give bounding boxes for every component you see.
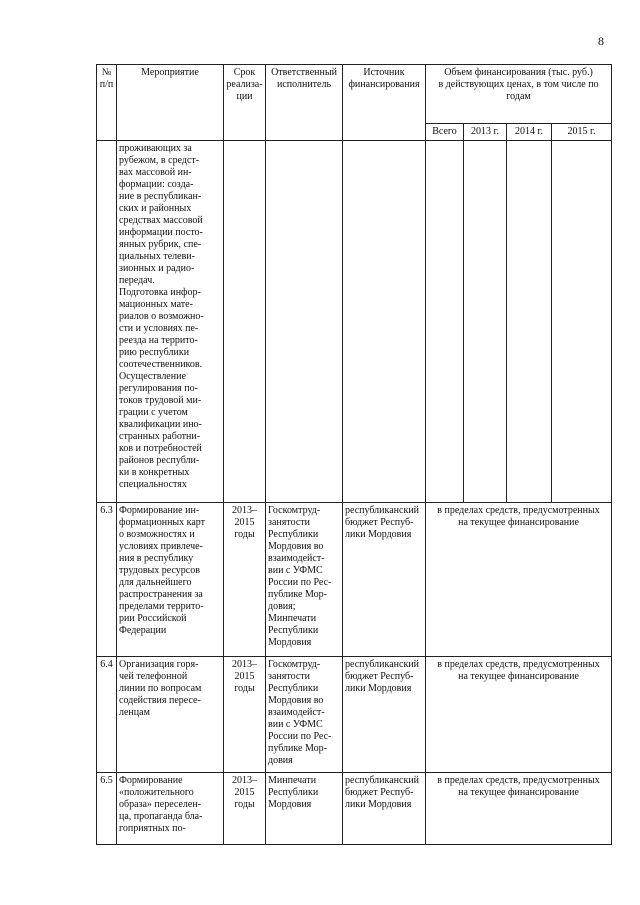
header-2014: 2014 г. [507,124,552,141]
header-funding [426,65,612,124]
row-funding: в пределах средств, предусмотренных на текущее финансирование [426,657,612,773]
row-term: 2013– 2015 годы [224,503,266,657]
row-num: 6.5 [97,773,117,845]
table-row [97,657,612,773]
header-funding-sub: в действующих ценах, в том числе по годам [438,79,599,102]
row-source: республиканский бюджет Респуб- лики Мордовия [343,773,426,845]
continuation-text: проживающих за рубежом, в средст- вах массовой ин- формации: созда- ние в республикан- ских и районных средствах массовой информации посто- янных рубрик, спе- циальных телеви- зионных и радио- передач. Подготовка инфор- мационных мате- риалов о возможно- сти и условиях пе- реезда на террито- рию республики соотечественников. Осуществление регулирования по- токов трудовой ми- грации с учетом квалификации ино- странных работни- ков и потребностей районов республи- ки в конкретных специальностях [117,141,224,503]
row-term: 2013– 2015 годы [224,657,266,773]
row-num: 6.4 [97,657,117,773]
header-2015: 2015 г. [552,124,612,141]
header-source: Источник финансирования [343,65,426,141]
header-term: Срок реализа-ции [224,65,266,141]
header-total: Всего [426,124,464,141]
row-term: 2013– 2015 годы [224,773,266,845]
row-responsible: Госкомтруд- занятости Республики Мордовия во взаимодейст- вии с УФМС России по Рес- публике Мор- довия [266,657,343,773]
header-funding-title: Объем финансирования (тыс. руб.) [444,67,593,78]
row-responsible: Госкомтруд- занятости Республики Мордовия во взаимодейст- вии с УФМС России по Рес- публике Мор- довия; Минпечати Республики Мордовия [266,503,343,657]
row-funding: в пределах средств, предусмотренных на текущее финансирование [426,503,612,657]
row-funding: в пределах средств, предусмотренных на текущее финансирование [426,773,612,845]
row-event: Организация горя- чей телефонной линии по вопросам содействия пересе- ленцам [117,657,224,773]
page-number: 8 [598,34,604,48]
row-event: Формирование ин- формационных карт о возможностях и условиях привлече- ния в республику трудовых ресурсов для дальнейшего распространения за пределами террито- рии Российской Федерации [117,503,224,657]
table-row [97,773,612,845]
row-source: республиканский бюджет Респуб- лики Мордовия [343,503,426,657]
row-responsible: Минпечати Республики Мордовия [266,773,343,845]
program-table [96,64,612,845]
table-row [97,141,612,503]
row-num: 6.3 [97,503,117,657]
header-event: Мероприятие [117,65,224,141]
header-responsible: Ответственный исполнитель [266,65,343,141]
header-num: № п/п [97,65,117,141]
table-row [97,503,612,657]
row-event: Формирование «положительного образа» переселен- ца, пропаганда бла- гоприятных по- [117,773,224,845]
header-2013: 2013 г. [464,124,507,141]
row-source: республиканский бюджет Респуб- лики Мордовия [343,657,426,773]
